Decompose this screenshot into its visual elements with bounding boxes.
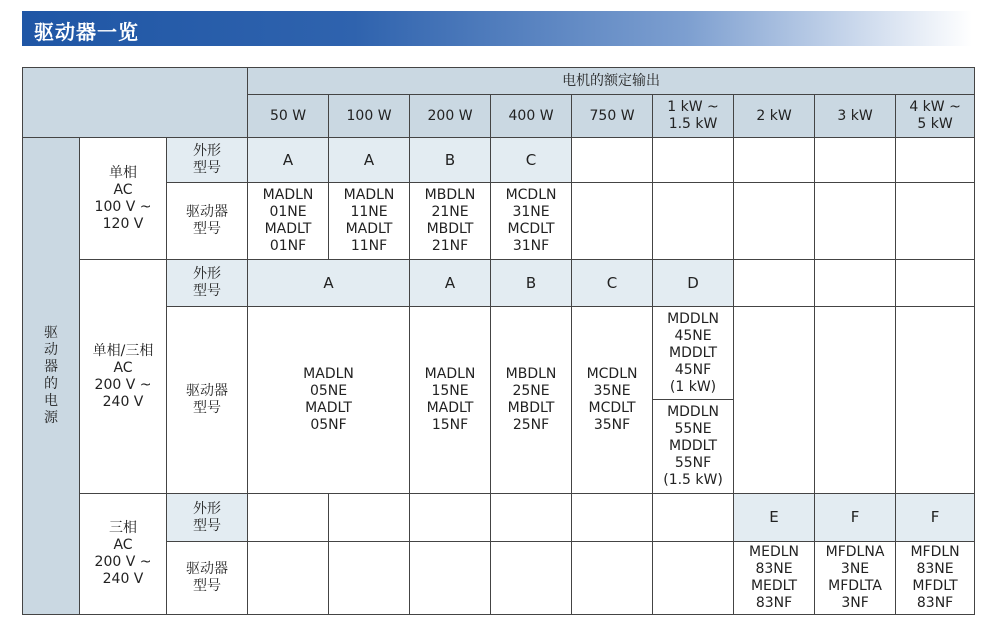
- power-three-200v: 三相 AC 200 V ~ 240 V: [80, 494, 167, 615]
- empty-cell: [896, 138, 975, 183]
- power-single-three-200v: 单相/三相 AC 200 V ~ 240 V: [80, 260, 167, 494]
- title-bar: [22, 11, 972, 46]
- empty-cell: [653, 494, 734, 542]
- outline-cell: A: [248, 138, 329, 183]
- empty-cell: [734, 307, 815, 494]
- empty-cell: [815, 183, 896, 260]
- driver-model-cell: MADLN 01NE MADLT 01NF: [248, 183, 329, 260]
- empty-cell: [734, 183, 815, 260]
- driver-model-cell: MBDLN 21NE MBDLT 21NF: [410, 183, 491, 260]
- outline-cell: B: [410, 138, 491, 183]
- outline-cell: C: [572, 260, 653, 307]
- empty-cell: [491, 542, 572, 615]
- col-header-750w: 750 W: [572, 95, 653, 138]
- empty-cell: [572, 494, 653, 542]
- driver-d-cell: [653, 307, 734, 494]
- power-side-label: [23, 138, 80, 615]
- empty-cell: [815, 260, 896, 307]
- empty-cell: [572, 138, 653, 183]
- driver-model-cell: MBDLN 25NE MBDLT 25NF: [491, 307, 572, 494]
- side-label-char: 驱: [44, 325, 58, 341]
- driver-model-cell: MFDLN 83NE MFDLT 83NF: [896, 542, 975, 615]
- outline-cell: D: [653, 260, 734, 307]
- empty-cell: [329, 494, 410, 542]
- corner-cell: [23, 68, 248, 138]
- col-header-4-5kw: 4 kW ~ 5 kW: [896, 95, 975, 138]
- empty-cell: [572, 542, 653, 615]
- driver-model-cell: MCDLN 35NE MCDLT 35NF: [572, 307, 653, 494]
- empty-cell: [572, 183, 653, 260]
- row-label-outline: 外形 型号: [167, 138, 248, 183]
- empty-cell: [491, 494, 572, 542]
- empty-cell: [653, 138, 734, 183]
- rated-output-header: 电机的额定输出: [248, 68, 975, 95]
- row-label-driver: 驱动器 型号: [167, 542, 248, 615]
- driver-table: [22, 67, 975, 615]
- row-label-outline: 外形 型号: [167, 494, 248, 542]
- side-label-char: 源: [44, 410, 58, 426]
- col-header-2kw: 2 kW: [734, 95, 815, 138]
- side-label-char: 的: [44, 376, 58, 392]
- empty-cell: [410, 494, 491, 542]
- empty-cell: [248, 494, 329, 542]
- power-side-label-text: [25, 325, 77, 427]
- driver-model-cell: MCDLN 31NE MCDLT 31NF: [491, 183, 572, 260]
- empty-cell: [653, 542, 734, 615]
- driver-model-cell: MADLN 15NE MADLT 15NF: [410, 307, 491, 494]
- empty-cell: [410, 542, 491, 615]
- col-header-400w: 400 W: [491, 95, 572, 138]
- driver-model-cell: MADLN 11NE MADLT 11NF: [329, 183, 410, 260]
- side-label-char: 器: [44, 359, 58, 375]
- outline-cell: F: [896, 494, 975, 542]
- col-header-1-1.5kw: 1 kW ~ 1.5 kW: [653, 95, 734, 138]
- col-header-200w: 200 W: [410, 95, 491, 138]
- col-header-100w: 100 W: [329, 95, 410, 138]
- side-label-char: 动: [44, 342, 58, 358]
- outline-cell: B: [491, 260, 572, 307]
- driver-model-cell: MEDLN 83NE MEDLT 83NF: [734, 542, 815, 615]
- col-header-50w: 50 W: [248, 95, 329, 138]
- row-label-driver: 驱动器 型号: [167, 307, 248, 494]
- row-label-driver: 驱动器 型号: [167, 183, 248, 260]
- outline-cell: C: [491, 138, 572, 183]
- outline-cell: A: [410, 260, 491, 307]
- col-header-3kw: 3 kW: [815, 95, 896, 138]
- page-title: 驱动器一览: [34, 20, 139, 44]
- empty-cell: [734, 260, 815, 307]
- empty-cell: [815, 138, 896, 183]
- empty-cell: [896, 183, 975, 260]
- empty-cell: [896, 260, 975, 307]
- empty-cell: [734, 138, 815, 183]
- empty-cell: [248, 542, 329, 615]
- empty-cell: [815, 307, 896, 494]
- driver-model-cell: MDDLN 55NE MDDLT 55NF (1.5 kW): [663, 404, 723, 488]
- outline-cell: A: [248, 260, 410, 307]
- empty-cell: [653, 183, 734, 260]
- power-single-100v: 单相 AC 100 V ~ 120 V: [80, 138, 167, 260]
- row-label-outline: 外形 型号: [167, 260, 248, 307]
- side-label-char: 电: [44, 393, 58, 409]
- driver-model-cell: MADLN 05NE MADLT 05NF: [248, 307, 410, 494]
- empty-cell: [329, 542, 410, 615]
- driver-model-cell: MFDLNA 3NE MFDLTA 3NF: [815, 542, 896, 615]
- outline-cell: F: [815, 494, 896, 542]
- empty-cell: [896, 307, 975, 494]
- driver-model-cell: MDDLN 45NE MDDLT 45NF (1 kW): [653, 307, 733, 400]
- outline-cell: E: [734, 494, 815, 542]
- outline-cell: A: [329, 138, 410, 183]
